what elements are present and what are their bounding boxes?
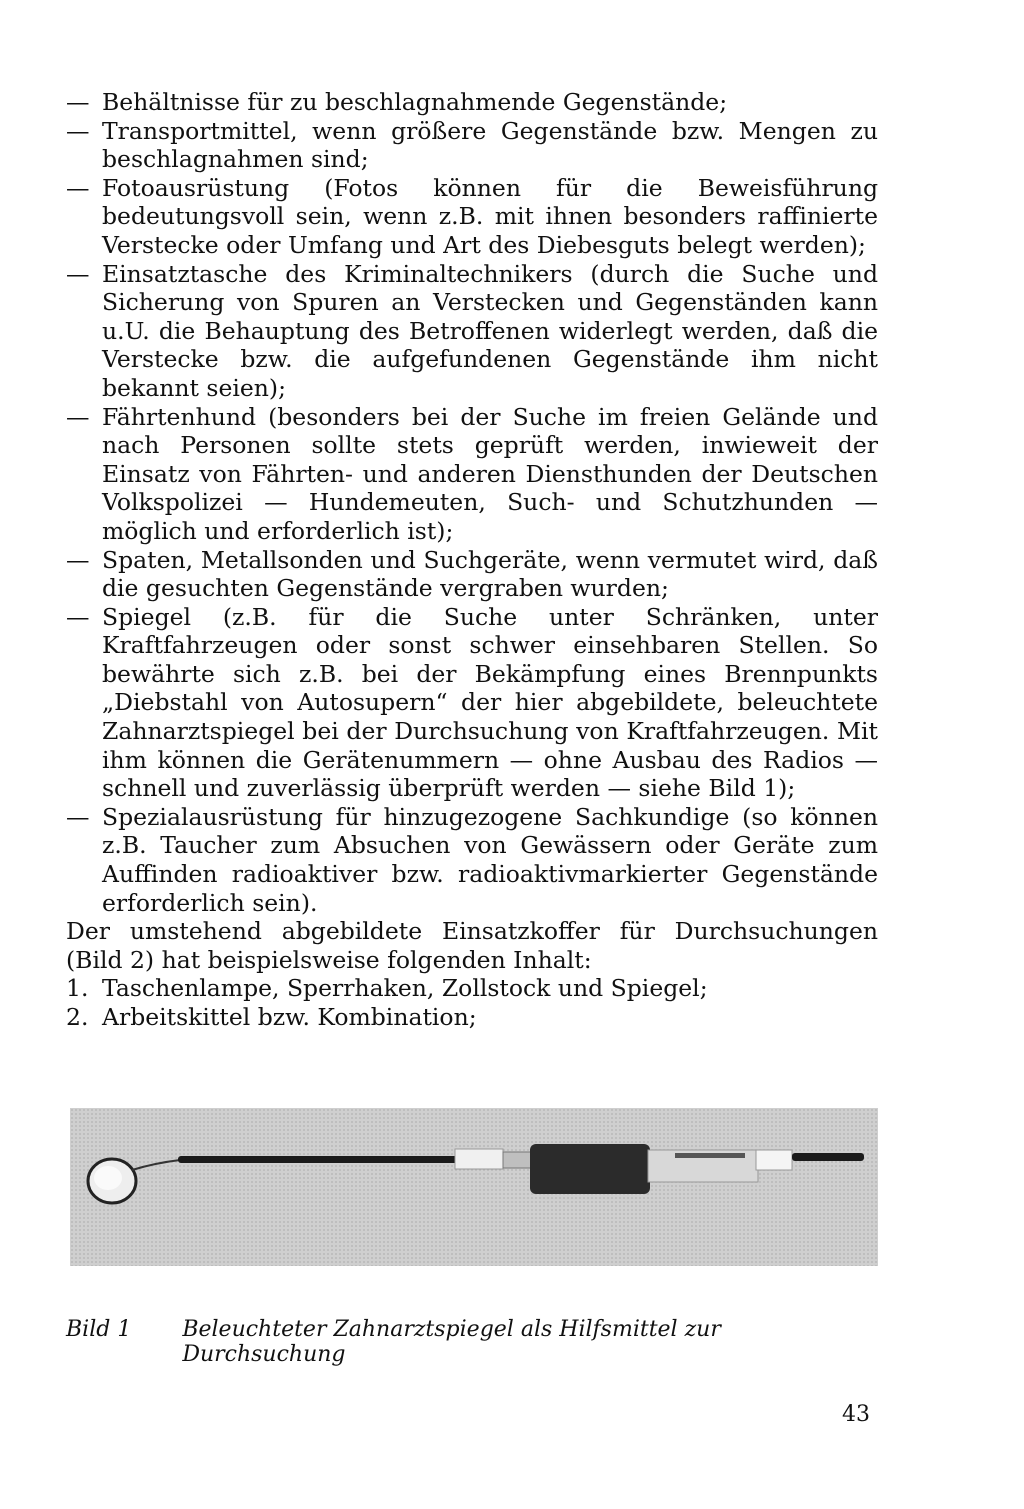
list-dash: —	[66, 545, 90, 574]
list-item	[66, 260, 878, 403]
list-item-text: Spiegel (z.B. für die Suche unter Schränken, unter Kraftfahrzeugen oder sonst schwer einsehbaren Stellen. So bewährte sich z.B. bei der Bekämpfung eines Brennpunkts „Diebstahl von Autosupern“ der hier abgebildete, beleuchtete Zahnarztspiegel bei der Durchsuchung von Kraftfahrzeugen. Mit ihm können die Gerätenummern — ohne Ausbau des Radios — schnell und zuverlässig überprüft werden — siehe Bild 1);	[102, 602, 878, 803]
list-item-text: Einsatztasche des Kriminaltechnikers (durch die Suche und Sicherung von Spuren an Verstecken und Gegenständen kann u.U. die Behauptung des Betroffenen widerlegt werden, daß die Verstecke bzw. die aufgefundenen Gegenstände ihm nicht bekannt seien);	[102, 259, 878, 402]
list-dash: —	[66, 116, 90, 145]
list-item	[66, 803, 878, 917]
list-item	[66, 403, 878, 546]
list-dash: —	[66, 173, 90, 202]
handle-grip	[530, 1144, 650, 1194]
mirror-shaft	[178, 1156, 458, 1163]
handle-collar	[455, 1149, 503, 1169]
list-dash: —	[66, 602, 90, 631]
list-item-text: Fährtenhund (besonders bei der Suche im freien Gelände und nach Personen sollte stets geprüft werden, inwieweit der Einsatz von Fährten- und anderen Diensthunden der Deutschen Volkspolizei — Hundemeuten, Such- und Schutzhunden — möglich und erforderlich ist);	[102, 402, 878, 545]
numbered-item-text: Arbeitskittel bzw. Kombination;	[102, 1003, 477, 1031]
list-dash: —	[66, 802, 90, 831]
mirror-wire	[132, 1160, 180, 1170]
end-rod	[792, 1153, 864, 1161]
page-number: 43	[842, 1402, 870, 1427]
list-dash: —	[66, 259, 90, 288]
list-item-text: Spezialausrüstung für hinzugezogene Sachkundige (so können z.B. Taucher zum Absuchen von Gewässern oder Geräte zum Auffinden radioaktiver bzw. radioaktivmarkierter Gegenstände erforderlich sein).	[102, 802, 878, 917]
mirror-reflection	[94, 1166, 122, 1190]
numbered-item-text: Taschenlampe, Sperrhaken, Zollstock und Spiegel;	[102, 974, 708, 1003]
list-item	[66, 603, 878, 803]
item-number: 2.	[66, 1003, 89, 1031]
list-item	[66, 174, 878, 260]
list-dash: —	[66, 402, 90, 431]
figure-caption	[66, 1317, 881, 1367]
numbered-item	[66, 1003, 878, 1032]
end-ring	[756, 1150, 792, 1170]
intro-paragraph: Der umstehend abgebildete Einsatzkoffer für Durchsuchungen (Bild 2) hat beispielsweise folgenden Inhalt:	[66, 917, 878, 974]
handle-connector	[503, 1152, 533, 1168]
list-item-text: Spaten, Metallsonden und Suchgeräte, wenn vermutet wird, daß die gesuchten Gegenstände vergraben wurden;	[102, 545, 878, 603]
list-item	[66, 117, 878, 174]
caption-text: Beleuchteter Zahnarztspiegel als Hilfsmittel zur Durchsuchung	[182, 1317, 721, 1367]
dental-mirror-photo	[70, 1108, 878, 1266]
item-number: 1.	[66, 974, 89, 1003]
dental-mirror-illustration	[70, 1108, 878, 1266]
caption-label: Bild 1	[66, 1317, 132, 1342]
list-item-text: Fotoausrüstung (Fotos können für die Beweisführung bedeutungsvoll sein, wenn z.B. mit ihnen besonders raffinierte Verstecke oder Umfang und Art des Diebesguts belegt werden);	[102, 173, 878, 259]
list-item	[66, 88, 878, 117]
list-dash: —	[66, 88, 90, 116]
list-item-text: Behältnisse für zu beschlagnahmende Gegenstände;	[102, 88, 728, 116]
pocket-clip	[675, 1153, 745, 1158]
numbered-item	[66, 974, 878, 1003]
list-item-text: Transportmittel, wenn größere Gegenstände bzw. Mengen zu beschlagnahmen sind;	[102, 116, 878, 174]
list-item	[66, 546, 878, 603]
body-text	[66, 88, 878, 1032]
